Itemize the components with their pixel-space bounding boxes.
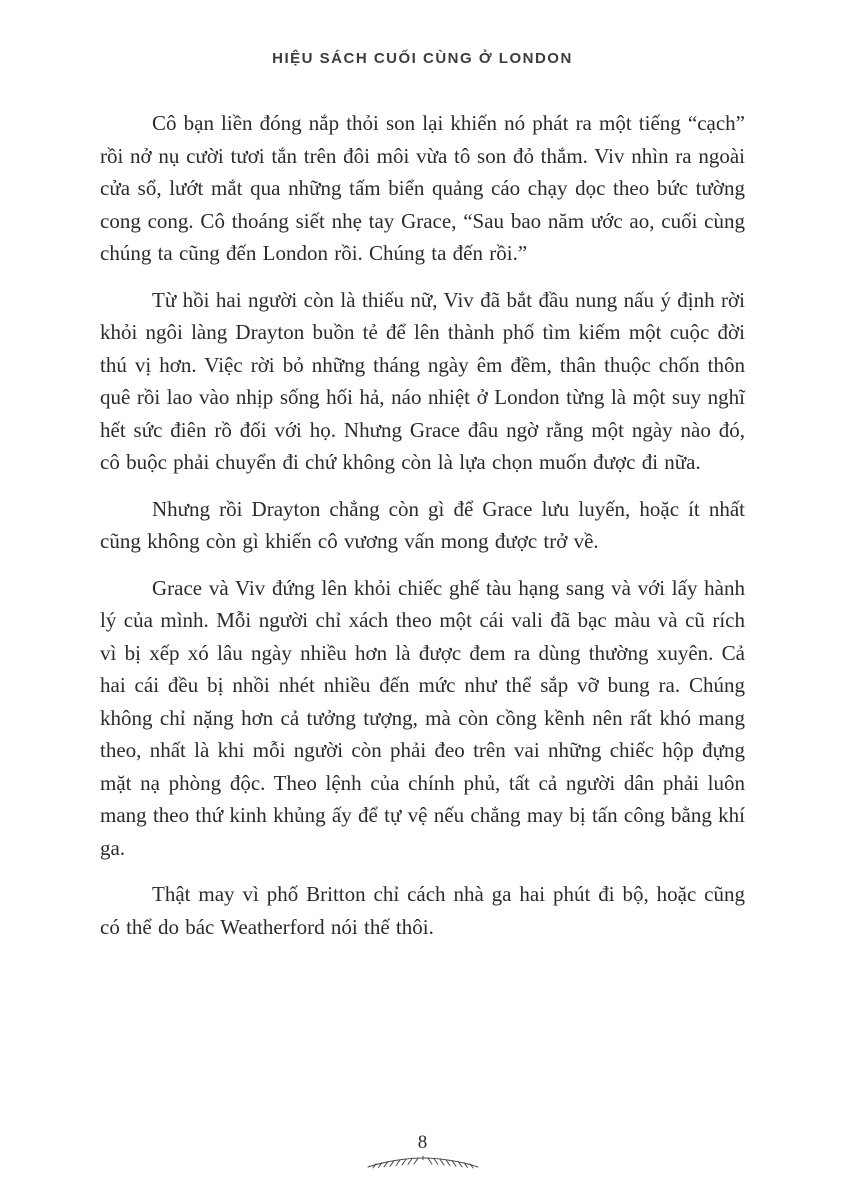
paragraph-4: Grace và Viv đứng lên khỏi chiếc ghế tàu hạng sang và với lấy hành lý của mình. Mỗi người chỉ xách theo một cái vali đã bạc màu và cũ rích vì bị xếp xó lâu ngày nhiều hơn là được đem ra dùng thường xuyên. Cả hai cái đều bị nhồi nhét nhiều đến mức như thể sắp vỡ bung ra. Chúng không chỉ nặng hơn cả tưởng tượng, mà còn cồng kềnh nên rất khó mang theo, nhất là khi mỗi người còn phải đeo trên vai những chiếc hộp đựng mặt nạ phòng độc. Theo lệnh của chính phủ, tất cả người dân phải luôn mang theo thứ kinh khủng ấy để tự vệ nếu chẳng may bị tấn công bằng khí ga. (100, 575, 745, 860)
body-text (100, 107, 745, 957)
paragraph-2: Từ hồi hai người còn là thiếu nữ, Viv đã bắt đầu nung nấu ý định rời khỏi ngôi làng Drayton buồn tẻ để lên thành phố tìm kiếm một cuộc đời thú vị hơn. Việc rời bỏ những tháng ngày êm đềm, thân thuộc chốn thôn quê rồi lao vào nhịp sống hối hả, náo nhiệt ở London từng là một suy nghĩ hết sức điên rồ đối với họ. Nhưng Grace đâu ngờ rằng một ngày nào đó, cô buộc phải chuyển đi chứ không còn là lựa chọn muốn được đi nữa. (100, 287, 745, 474)
paragraph-5: Thật may vì phố Britton chỉ cách nhà ga hai phút đi bộ, hoặc cũng có thể do bác Weatherford nói thế thôi. (100, 882, 745, 939)
paragraph-3: Nhưng rồi Drayton chẳng còn gì để Grace lưu luyến, hoặc ít nhất cũng không còn gì khiến cô vương vấn mong được trở về. (100, 496, 745, 553)
page-footer (100, 1133, 745, 1200)
laurel-ornament-icon (364, 1154, 482, 1172)
running-header: HIỆU SÁCH CUỐI CÙNG Ở LONDON (272, 50, 573, 67)
page-number: 8 (417, 1132, 428, 1153)
paragraph-1: Cô bạn liền đóng nắp thỏi son lại khiến nó phát ra một tiếng “cạch” rồi nở nụ cười tươi tắn trên đôi môi vừa tô son đỏ thắm. Viv nhìn ra ngoài cửa sổ, lướt mắt qua những tấm biển quảng cáo chạy dọc theo bức tường cong cong. Cô thoáng siết nhẹ tay Grace, “Sau bao năm ước ao, cuối cùng chúng ta cũng đến London rồi. Chúng ta đến rồi.” (100, 111, 745, 265)
